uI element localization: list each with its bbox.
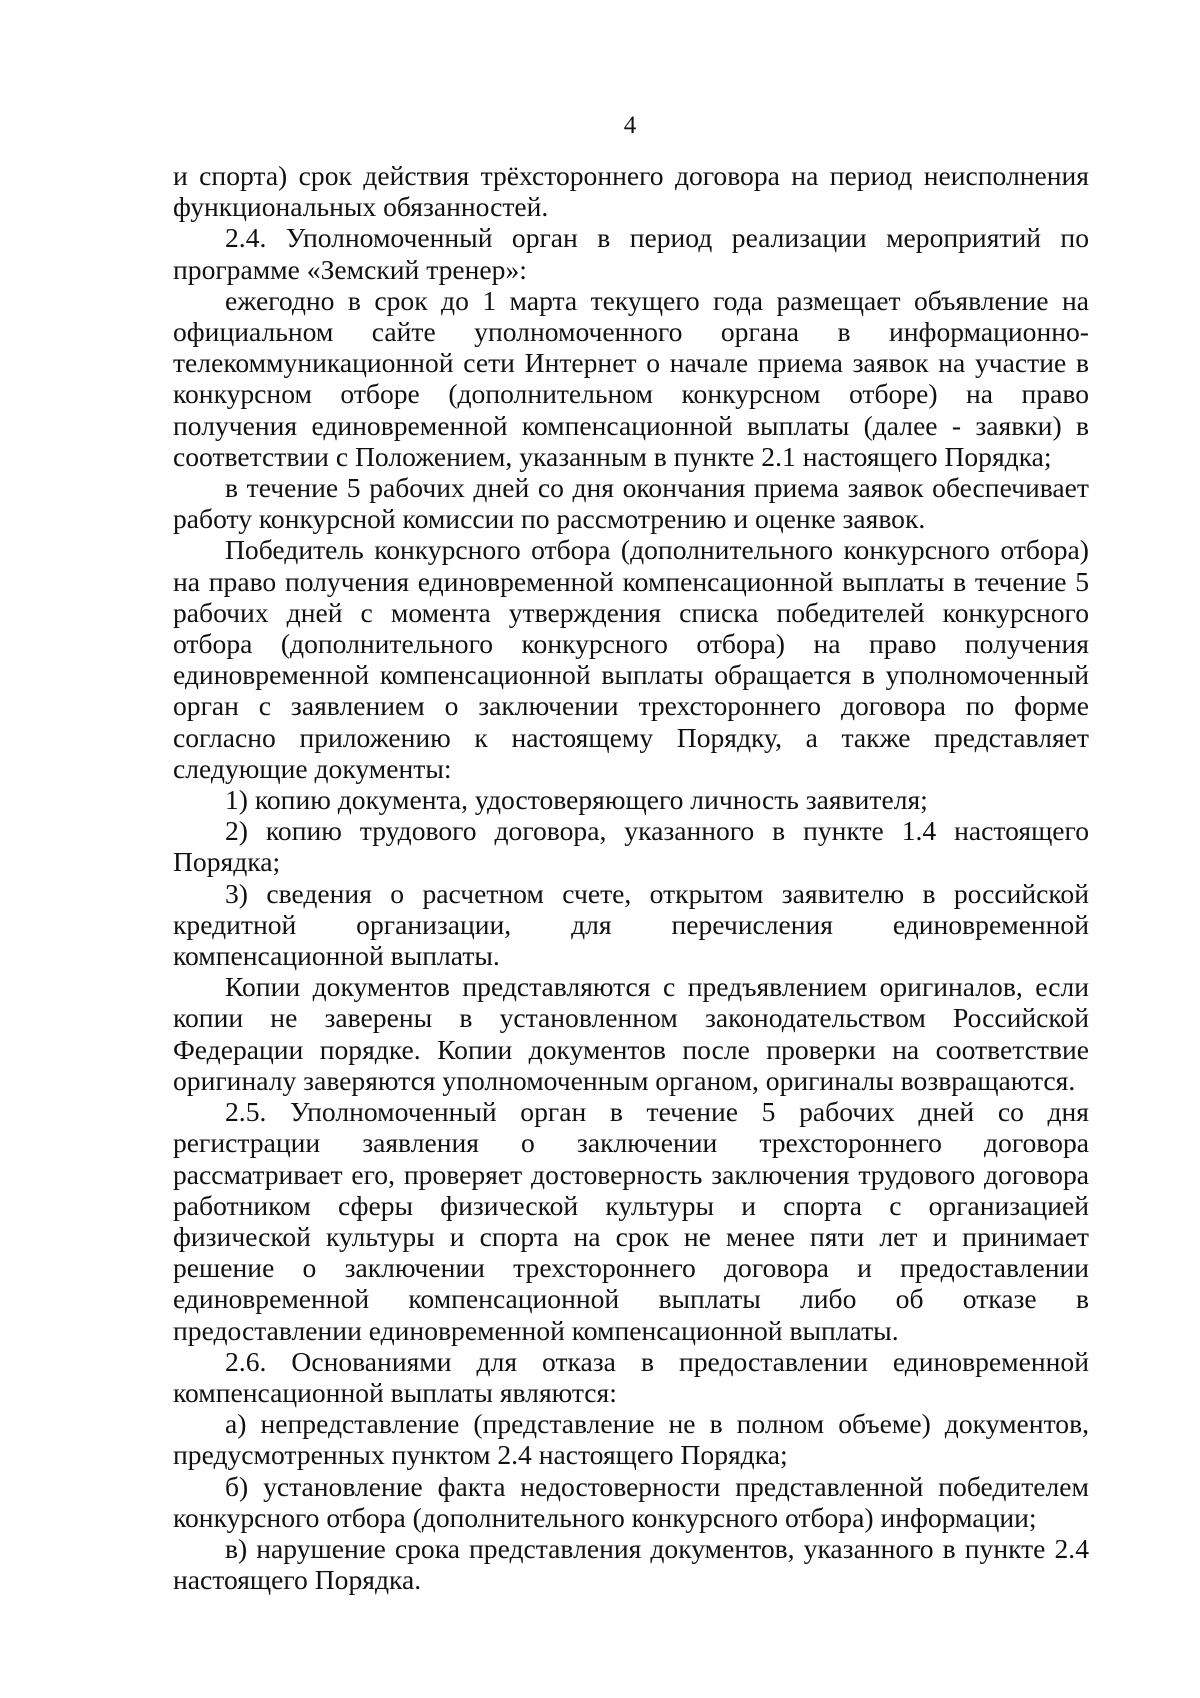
paragraph-clause-2-5: 2.5. Уполномоченный орган в течение 5 рабочих дней со дня регистрации заявления о заключении трехстороннего договора рассматривает его, проверяет достоверность заключения трудового договора работником сферы физической культуры и спорта с организацией физической культуры и спорта на срок не менее пяти лет и принимает решение о заключении трехстороннего договора и предоставлении единовременной компенсационной выплаты либо об отказе в предоставлении единовременной компенсационной выплаты. [173,1096,1089,1346]
list-item-document-1: 1) копию документа, удостоверяющего личность заявителя; [225,784,928,816]
paragraph-continuation: и спорта) срок действия трёхстороннего договора на период неисполнения функциональных обязанностей. [173,160,1089,223]
paragraph-winner-application: Победитель конкурсного отбора (дополнительного конкурсного отбора) на право получения единовременной компенсационной выплаты в течение 5 рабочих дней с момента утверждения списка победителей конкурсного отбора (дополнительного конкурсного отбора) на право получения единовременной компенсационной выплаты обращается в уполномоченный орган с заявлением о заключении трехстороннего договора по форме согласно приложению к настоящему Порядку, а также представляет следующие документы: [173,534,1089,784]
paragraph-clause-2-4: 2.4. Уполномоченный орган в период реализации мероприятий по программе «Земский тренер»: [173,222,1089,285]
list-item-refusal-c: в) нарушение срока представления документов, указанного в пункте 2.4 настоящего Порядка. [173,1532,1089,1596]
list-item-refusal-b: б) установление факта недостоверности представленной победителем конкурсного отбора (дополнительного конкурсного отбора) информации; [173,1470,1089,1533]
paragraph-document-copies: Копии документов представляются с предъявлением оригиналов, если копии не заверены в установленном законодательством Российской Федерации порядке. Копии документов после проверки на соответствие оригиналу заверяются уполномоченным органом, оригиналы возвращаются. [173,971,1089,1096]
page-number: 4 [623,112,637,139]
paragraph-commission-work: в течение 5 рабочих дней со дня окончания приема заявок обеспечивает работу конкурсной комиссии по рассмотрению и оценке заявок. [173,472,1089,535]
paragraph-clause-2-6: 2.6. Основаниями для отказа в предоставлении единовременной компенсационной выплаты являются: [173,1345,1089,1408]
paragraph-annual-announcement: ежегодно в срок до 1 марта текущего года размещает объявление на официальном сайте уполномоченного органа в информационно-телекоммуникационной сети Интернет о начале приема заявок на участие в конкурсном отборе (дополнительном конкурсном отборе) на право получения единовременной компенсационной выплаты (далее - заявки) в соответствии с Положением, указанным в пункте 2.1 настоящего Порядка; [173,284,1089,472]
list-item-document-2: 2) копию трудового договора, указанного в пункте 1.4 настоящего Порядка; [173,815,1089,878]
list-item-document-3: 3) сведения о расчетном счете, открытом заявителю в российской кредитной организации, для перечисления единовременной компенсационной выплаты. [173,877,1089,972]
list-item-refusal-a: а) непредставление (представление не в полном объеме) документов, предусмотренных пунктом 2.4 настоящего Порядка; [173,1408,1089,1471]
document-body [173,160,1089,1595]
